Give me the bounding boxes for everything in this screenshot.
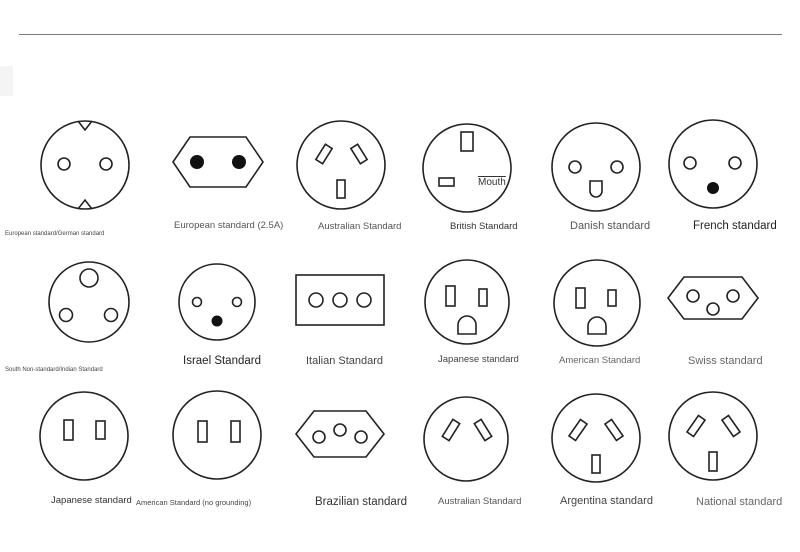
danish-plug-icon [546,117,646,217]
plug-label: Japanese standard [51,495,132,506]
plug-label: National standard [696,496,783,508]
argentina-plug-icon [546,388,646,488]
plug-label: Japanese standard [438,354,519,365]
plug-label: Danish standard [570,220,651,232]
plug-label: Swiss standard [688,355,763,367]
brazilian-plug-icon [290,384,390,484]
plug-label: South Non-standard/Indian Standard [5,367,103,373]
plug-label: European standard/German standard [5,231,105,237]
british-mouth-annotation: Mouth [478,177,506,188]
french-plug-icon [663,114,763,214]
italian-plug-icon [290,250,390,350]
plug-label: American Standard [559,355,641,366]
american-ungrounded-plug-icon [167,385,267,485]
top-divider [19,34,782,35]
plug-label: Italian Standard [306,355,384,367]
american-grounded-plug-icon [547,253,647,353]
australian-plug-icon [291,115,391,215]
left-edge-mark [0,66,13,96]
israel-plug-icon [167,252,267,352]
plug-label: Australian Standard [438,496,522,507]
plug-label: Brazilian standard [315,496,408,508]
indian-plug-icon [39,256,139,356]
plug-label: Argentina standard [560,495,653,507]
british-plug-icon [417,118,517,218]
german-schuko-plug-icon [35,115,135,215]
australian-2pin-plug-icon [416,389,516,489]
swiss-plug-icon [663,248,763,348]
plug-label: European standard (2.5A) [174,220,284,231]
plug-label: French standard [693,220,777,232]
plug-label: American Standard (no grounding) [136,498,252,507]
national-plug-icon [663,386,763,486]
plug-label: British Standard [450,221,518,232]
plug-label: Israel Standard [183,355,261,367]
europlug-icon [168,112,268,212]
plug-label: Australian Standard [318,221,402,232]
japanese-grounded-plug-icon [417,252,517,352]
japanese-plug-icon [34,386,134,486]
